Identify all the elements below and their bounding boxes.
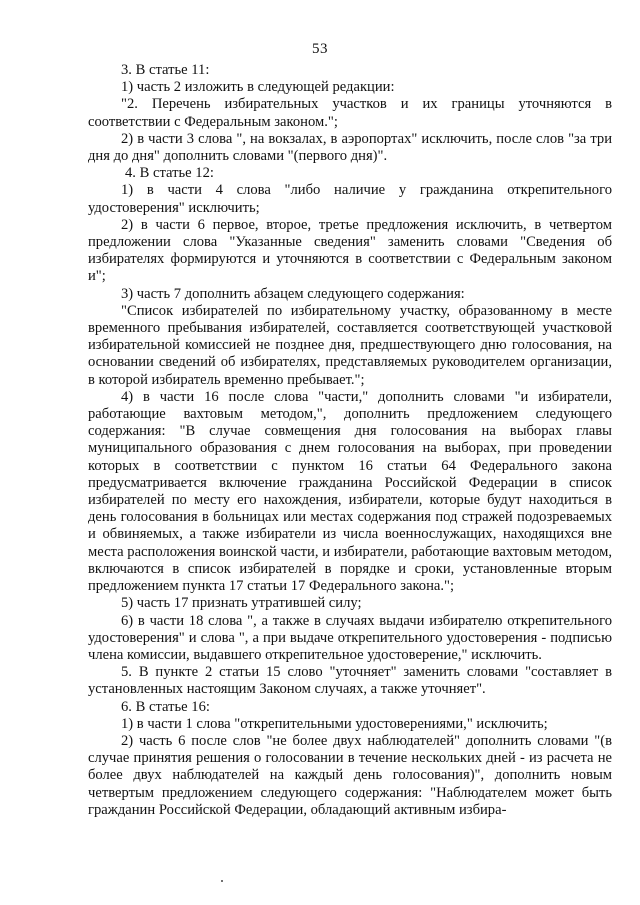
paragraph-article-11-heading: 3. В статье 11: <box>121 62 210 78</box>
paragraph: 6) в части 18 слова ", а также в случаях выдачи избирателю открепительного удостоверения" и слова ", а при выдаче открепительного удостоверения - подписью члена комиссии, выдавшего открепительное удостоверение," исключить. <box>88 612 612 663</box>
paragraph: 5) часть 17 признать утратившей силу; <box>121 595 362 612</box>
paragraph: "Список избирателей по избирательному участку, образованному в месте временного пребывания избирателей, составляется соответствующей участковой избирательной комиссией не позднее дня, предшествующего дню голосования, на основании сведений об избирателях, представляемых руководителем организации, в которой избиратель временно пребывает."; <box>88 302 612 388</box>
paragraph: 1) часть 2 изложить в следующей редакции: <box>121 79 395 96</box>
paragraph: 2) часть 6 после слов "не более двух наблюдателей" дополнить словами "(в случае принятия решения о голосовании в течение нескольких дней - из расчета не более двух наблюдателей на каждый день голосования)", дополнить новым четвертым предложением следующего содержания: "Наблюдателем может быть гражданин Российской Федерации, обладающий активным избира- <box>88 732 612 818</box>
paragraph: "2. Перечень избирательных участков и их границы уточняются в соответствии с Федеральным законом."; <box>88 96 612 130</box>
paragraph: 4) в части 16 после слова "части," дополнить словами "и избиратели, работающие вахтовым методом,", дополнить предложением следующего содержания: "В случае совмещения дня голосования на выборах главы муниципального образования с днем голосования на выборах, при проведении которых в соответствии с пунктом 16 статьи 64 Федерального закона предусматривается включение гражданина Российской Федерации в список избирателей по месту его нахождения, избиратели, которые будут находиться в день голосования в больницах или местах содержания под стражей подозреваемых и обвиняемых, а также избиратели из числа военнослужащих, находящихся вне места расположения воинской части, и избиратели, работающие вахтовым методом, включаются в список избирателей в порядке и сроки, установленные вторым предложением пункта 17 статьи 17 Федерального закона."; <box>88 388 612 595</box>
paragraph: 2) в части 3 слова ", на вокзалах, в аэропортах" исключить, после слов "за три дня до дня" дополнить словами "(первого дня)". <box>88 130 612 165</box>
paragraph-article-16-heading: 6. В статье 16: <box>121 698 210 715</box>
paragraph: 1) в части 1 слова "открепительными удостоверениями," исключить; <box>121 715 548 732</box>
page-number: 53 <box>312 41 328 57</box>
document-body <box>88 62 612 819</box>
paragraph-article-15: 5. В пункте 2 статьи 15 слово "уточняет" заменить словами "составляет в установленных настоящим Законом случаях, а также уточняет". <box>88 664 612 698</box>
paragraph-article-12-heading: 4. В статье 12: <box>125 165 214 182</box>
paragraph: 3) часть 7 дополнить абзацем следующего содержания: <box>121 285 465 302</box>
scan-speck <box>221 880 223 882</box>
paragraph: 2) в части 6 первое, второе, третье предложения исключить, в четвертом предложении слова "Указанные сведения" заменить словами "Сведения об избирателях формируются и уточняются в соответствии с Федеральным законом и"; <box>88 216 612 285</box>
paragraph: 1) в части 4 слова "либо наличие у гражданина открепительного удостоверения" исключить; <box>88 182 612 216</box>
